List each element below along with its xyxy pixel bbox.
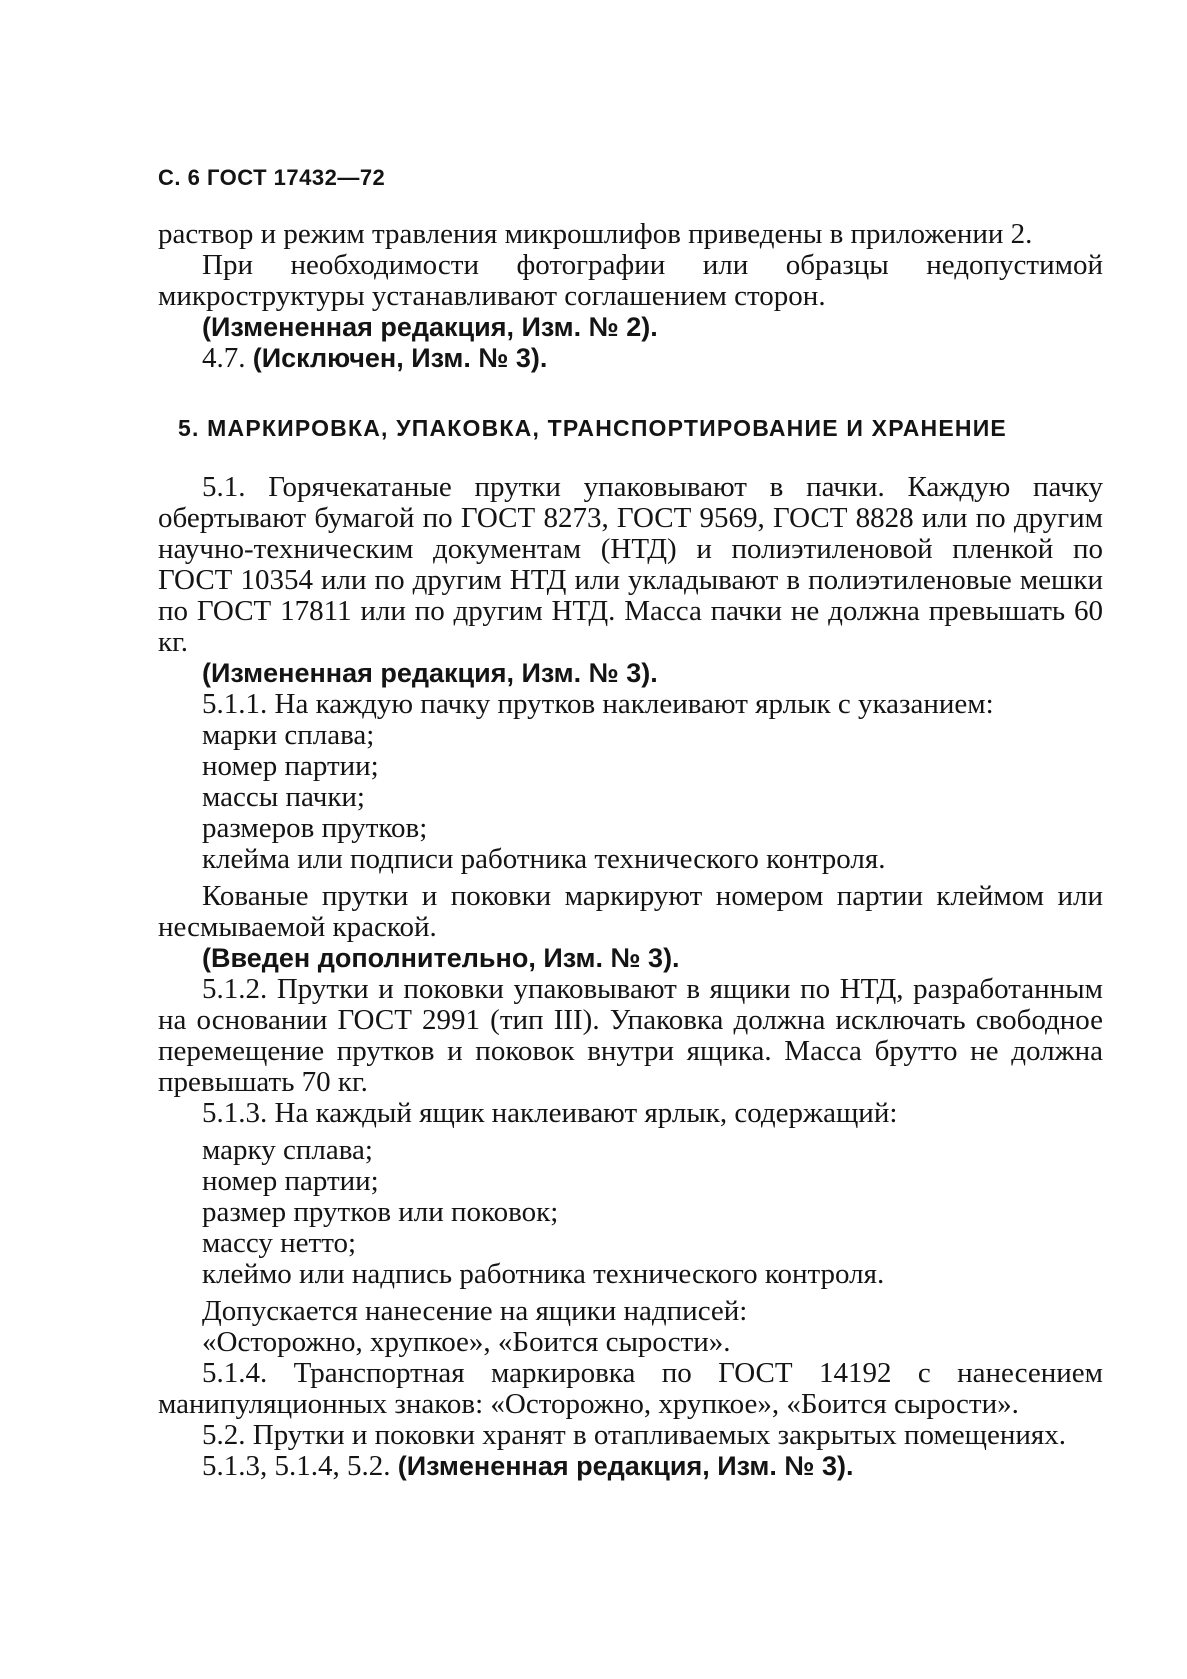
page-header: С. 6 ГОСТ 17432—72 (158, 165, 386, 190)
clause-5-1-1: 5.1.1. На каждую пачку прутков наклеивают ярлык с указанием: (202, 688, 994, 720)
paragraph-intro-2: При необходимости фотографии или образцы недопустимой микроструктуры устанавливают соглашением сторон. (158, 249, 1103, 312)
clause-4-7 (158, 343, 1103, 374)
list-item: номер партии; (202, 750, 379, 782)
section-title: 5. МАРКИРОВКА, УПАКОВКА, ТРАНСПОРТИРОВАНИЕ И ХРАНЕНИЕ (178, 415, 1007, 441)
list-item: марку сплава; (202, 1134, 373, 1166)
label-contents-list-2 (158, 1135, 1103, 1290)
list-item: размеров прутков; (202, 812, 428, 844)
paragraph-intro-1: раствор и режим травления микрошлифов приведены в приложении 2. (158, 218, 1033, 250)
list-item: клейма или подписи работника технического контроля. (202, 843, 886, 875)
paragraph-forged: Кованые прутки и поковки маркируют номером партии клеймом или несмываемой краской. (158, 880, 1103, 943)
label-contents-list-1 (158, 720, 1103, 875)
clause-number: 4.7. (202, 342, 246, 374)
list-item: номер партии; (202, 1165, 379, 1197)
list-item: массу нетто; (202, 1227, 357, 1259)
document-page (158, 165, 1103, 1482)
clause-excluded-note: (Исключен, Изм. № 3). (252, 343, 548, 373)
amendment-note-text: (Измененная редакция, Изм. № 2). (202, 312, 658, 342)
amendment-note-text: (Измененная редакция, Изм. № 3). (397, 1451, 854, 1481)
paragraph-allowed-labels: «Осторожно, хрупкое», «Боится сырости». (202, 1326, 731, 1358)
amendment-note-text: (Измененная редакция, Изм. № 3). (202, 658, 658, 688)
clause-5-1-4: 5.1.4. Транспортная маркировка по ГОСТ 14192 с нанесением манипуляционных знаков: «Осторожно, хрупкое», «Боится сырости». (158, 1357, 1103, 1420)
list-item: марки сплава; (202, 719, 375, 751)
amendment-note-3 (158, 943, 1103, 974)
amendment-note-text: (Введен дополнительно, Изм. № 3). (202, 943, 680, 973)
amendment-note-2 (158, 658, 1103, 689)
list-item: клеймо или надпись работника технического контроля. (202, 1258, 885, 1290)
clause-5-1-2: 5.1.2. Прутки и поковки упаковывают в ящики по НТД, разработанным на основании ГОСТ 2991 (тип III). Упаковка должна исключать свободное перемещение прутков и поковок внутри ящика. Масса брутто не должна превышать 70 кг. (158, 973, 1103, 1098)
clause-5-2: 5.2. Прутки и поковки хранят в отапливаемых закрытых помещениях. (202, 1419, 1067, 1451)
clause-5-1: 5.1. Горячекатаные прутки упаковывают в пачки. Каждую пачку обертывают бумагой по ГОСТ 8273, ГОСТ 9569, ГОСТ 8828 или по другим научно-техническим документам (НТД) и полиэтиленовой пленкой по ГОСТ 10354 или по другим НТД или укладывают в полиэтиленовые мешки по ГОСТ 17811 или по другим НТД. Масса пачки не должна превышать 60 кг. (158, 471, 1103, 658)
amendment-note-1 (158, 312, 1103, 343)
list-item: массы пачки; (202, 781, 365, 813)
paragraph-allowed: Допускается нанесение на ящики надписей: (202, 1295, 748, 1327)
list-item: размер прутков или поковок; (202, 1196, 559, 1228)
clause-numbers: 5.1.3, 5.1.4, 5.2. (202, 1450, 391, 1482)
clause-5-1-3: 5.1.3. На каждый ящик наклеивают ярлык, содержащий: (202, 1097, 898, 1129)
amendment-note-4 (158, 1451, 1103, 1482)
